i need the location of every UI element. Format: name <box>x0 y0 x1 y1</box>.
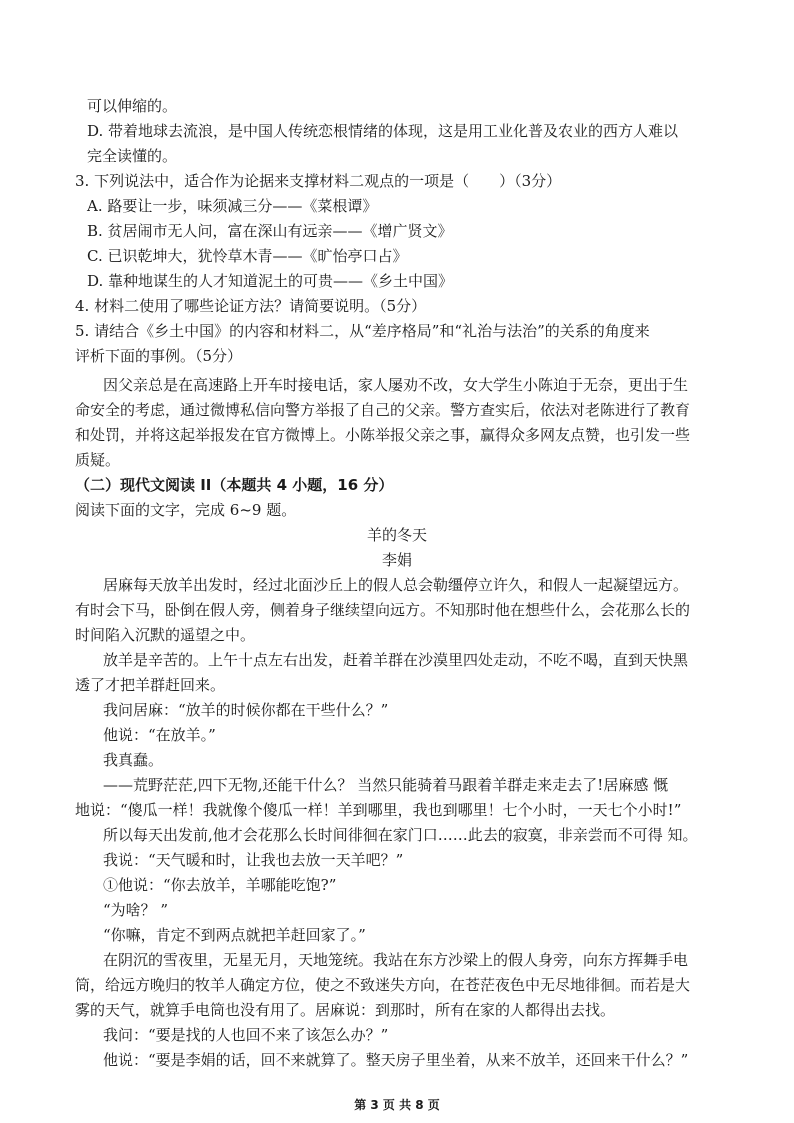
option-c: C. 已识乾坤大，犹怜草木青——《旷怡亭口占》 <box>87 247 408 265</box>
option-b: B. 贫居闹市无人问，富在深山有远亲——《增广贤文》 <box>87 222 453 240</box>
case-paragraph-line: 因父亲总是在高速路上开车时接电话，家人屡劝不改，女大学生小陈迫于无奈，更出于生 <box>103 376 689 394</box>
article-line: 地说：“傻瓜一样！我就像个傻瓜一样！羊到哪里，我也到哪里！七个小时，一天七个小时!” <box>75 801 682 819</box>
case-paragraph-line: 和处罚，并将这起举报发在官方微博上。小陈举报父亲之事，赢得众多网友点赞，也引发一些 <box>75 426 691 444</box>
text-line: 完全读懂的。 <box>87 147 178 165</box>
article-line: 他说：“在放羊。” <box>103 726 216 744</box>
article-line: “你嘛，肯定不到两点就把羊赶回家了。” <box>103 926 366 944</box>
option-d: D. 靠种地谋生的人才知道泥土的可贵——《乡土中国》 <box>87 272 454 290</box>
article-line: 我问居麻：“放羊的时候你都在干些什么？” <box>103 701 389 719</box>
instruction: 阅读下面的文字，完成 6~9 题。 <box>75 501 297 519</box>
option-d-line: D. 带着地球去流浪，是中国人传统恋根情绪的体现，这是用工业化普及农业的西方人难以 <box>87 122 679 140</box>
article-line: 我说：“天气暖和时，让我也去放一天羊吧？” <box>103 851 404 869</box>
article-line: 时间陷入沉默的遥望之中。 <box>75 626 256 644</box>
article-line: 他说：“要是李娟的话，回不来就算了。整天房子里坐着，从来不放羊，还回来干什么？” <box>103 1051 689 1069</box>
article-line: ——荒野茫茫,四下无物,还能干什么？ 当然只能骑着马跟着羊群走来走去了!居麻感 慨 <box>103 776 669 794</box>
text-line: 评析下面的事例。（5分） <box>75 347 243 365</box>
article-line: 放羊是辛苦的。上午十点左右出发，赶着羊群在沙漠里四处走动，不吃不喝，直到天快黑 <box>103 651 689 669</box>
article-line: ①他说：“你去放羊，羊哪能吃饱?” <box>103 876 337 894</box>
article-line: “为啥？ ” <box>103 901 169 919</box>
article-line: 有时会下马，卧倒在假人旁，侧着身子继续望向远方。不知那时他在想些什么，会花那么长的 <box>75 601 691 619</box>
question-4: 4. 材料二使用了哪些论证方法？请简要说明。（5分） <box>75 297 427 315</box>
article-line: 我问：“要是找的人也回不来了该怎么办？” <box>103 1026 389 1044</box>
page-footer: 第 3 页 共 8 页 <box>354 1098 440 1112</box>
question-3: 3. 下列说法中，适合作为论据来支撑材料二观点的一项是（ ）（3分） <box>75 172 562 190</box>
question-5: 5. 请结合《乡土中国》的内容和材料二，从“差序格局”和“礼治与法治”的关系的角度来 <box>75 322 650 340</box>
article-title: 羊的冬天 <box>366 526 427 544</box>
article-line: 筒，给远方晚归的牧羊人确定方位，使之不致迷失方向，在苍茫夜色中无尽地徘徊。而若是大 <box>75 976 691 994</box>
option-a: A. 路要让一步，味须减三分——《菜根谭》 <box>87 197 378 215</box>
article-author: 李娟 <box>381 551 412 569</box>
case-paragraph-line: 质疑。 <box>75 451 121 469</box>
article-line: 我真蠢。 <box>103 751 164 769</box>
article-line: 居麻每天放羊出发时，经过北面沙丘上的假人总会勒缰停立许久，和假人一起凝望远方。 <box>103 576 689 594</box>
case-paragraph-line: 命安全的考虑，通过微博私信向警方举报了自己的父亲。警方查实后，依法对老陈进行了教育 <box>75 401 691 419</box>
article-line: 雾的天气，就算手电筒也没有用了。居麻说：到那时，所有在家的人都得出去找。 <box>75 1001 616 1019</box>
article-line: 在阴沉的雪夜里，无星无月，天地笼统。我站在东方沙梁上的假人身旁，向东方挥舞手电 <box>103 951 689 969</box>
article-line: 所以每天出发前,他才会花那么长时间徘徊在家门口……此去的寂寞，非亲尝而不可得 知。 <box>103 826 698 844</box>
article-line: 透了才把羊群赶回来。 <box>75 676 226 694</box>
text-line: 可以伸缩的。 <box>87 97 178 115</box>
section-heading: （二）现代文阅读 II（本题共 4 小题，16 分） <box>75 476 394 494</box>
